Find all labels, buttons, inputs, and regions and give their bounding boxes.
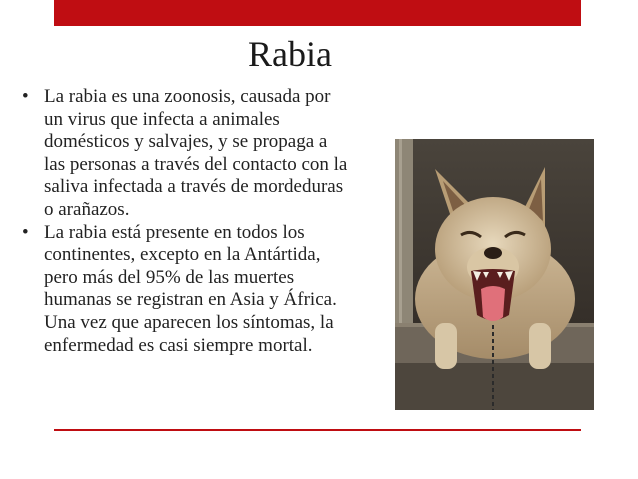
bullet-item [22, 222, 352, 358]
dog-illustration [395, 139, 594, 410]
bullet-list [22, 86, 352, 357]
bullet-text: La rabia es una zoonosis, causada por un virus que infecta a animales domésticos y salvajes, y se propaga a las personas a través del contacto con la saliva infectada a través de mordeduras o arañazos. [44, 86, 348, 220]
top-accent-bar [54, 0, 581, 26]
bottom-accent-rule [54, 429, 581, 431]
bullet-marker: • [22, 221, 29, 243]
snarling-dog-photo [395, 139, 594, 410]
bullet-marker: • [22, 86, 29, 107]
slide-title: Rabia [248, 34, 332, 74]
bullet-text: La rabia está presente en todos los continentes, excepto en la Antártida, pero más del 95% de las muertes humanas se registran en Asia y África. Una vez que aparecen los síntomas, la enfermedad es casi siempre mortal. [44, 221, 337, 356]
bullet-item [22, 86, 352, 222]
